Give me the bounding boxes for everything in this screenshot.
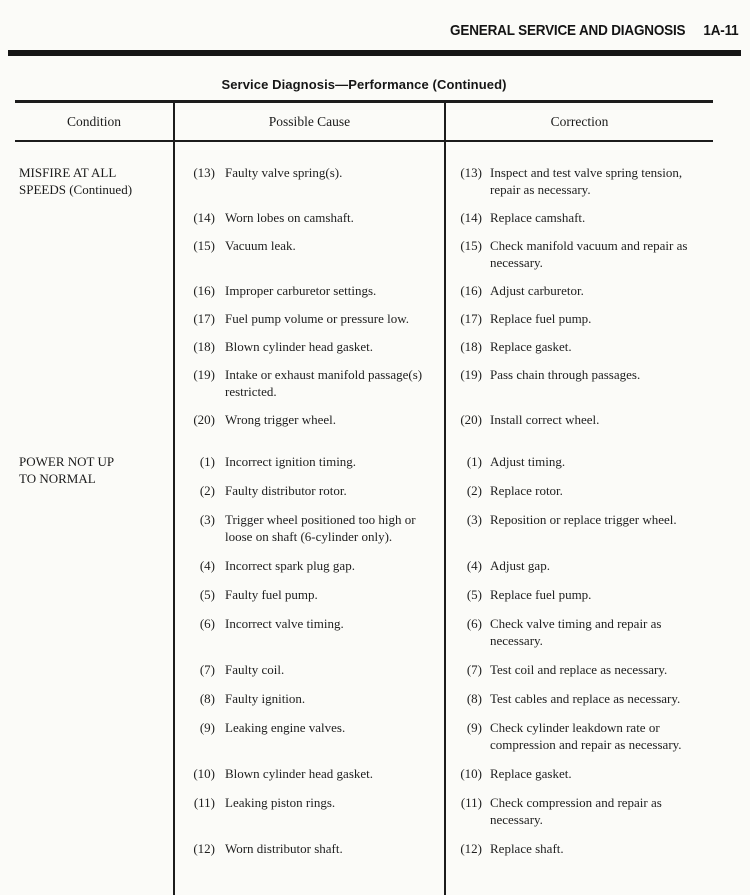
possible-cause-cell xyxy=(173,209,444,226)
correction-item-number: (4) xyxy=(466,558,482,573)
column-divider-2 xyxy=(444,142,446,895)
table-row xyxy=(173,615,713,649)
cause-text: Faulty valve spring(s). xyxy=(225,165,343,180)
correction-item-number: (10) xyxy=(460,766,482,781)
correction-cell xyxy=(444,511,713,545)
correction-cell xyxy=(444,366,713,400)
cause-item-number: (16) xyxy=(193,283,215,298)
correction-text: Check valve timing and repair as necessary. xyxy=(490,616,662,648)
table-row xyxy=(173,482,713,499)
possible-cause-cell xyxy=(173,511,444,545)
table-section xyxy=(15,439,713,869)
correction-text: Replace fuel pump. xyxy=(490,587,592,602)
table-row xyxy=(173,237,713,271)
condition-cell xyxy=(15,164,173,439)
cause-item-number: (8) xyxy=(199,691,215,706)
table-row xyxy=(173,511,713,545)
column-divider-1 xyxy=(173,142,175,895)
cause-text: Leaking engine valves. xyxy=(225,720,346,735)
cause-text: Faulty coil. xyxy=(225,662,285,677)
correction-cell xyxy=(444,453,713,470)
cause-item-number: (14) xyxy=(193,210,215,225)
cause-text: Faulty ignition. xyxy=(225,691,306,706)
correction-text: Replace gasket. xyxy=(490,339,572,354)
correction-item-number: (20) xyxy=(460,412,482,427)
correction-item-number: (12) xyxy=(460,841,482,856)
correction-item-number: (18) xyxy=(460,339,482,354)
correction-item-number: (3) xyxy=(466,512,482,527)
table-row xyxy=(173,453,713,470)
cause-text: Blown cylinder head gasket. xyxy=(225,766,374,781)
possible-cause-cell xyxy=(173,237,444,271)
table-title: Service Diagnosis—Performance (Continued) xyxy=(221,77,507,92)
running-header xyxy=(450,22,738,39)
correction-text: Install correct wheel. xyxy=(490,412,600,427)
cause-item-number: (15) xyxy=(193,238,215,253)
cause-item-number: (3) xyxy=(199,512,215,527)
correction-item-number: (15) xyxy=(460,238,482,253)
cause-item-number: (4) xyxy=(199,558,215,573)
correction-cell xyxy=(444,557,713,574)
table-row xyxy=(173,411,713,428)
possible-cause-cell xyxy=(173,282,444,299)
cause-text: Fuel pump volume or pressure low. xyxy=(225,311,410,326)
correction-cell xyxy=(444,765,713,782)
correction-cell xyxy=(444,840,713,857)
section-items xyxy=(173,164,713,439)
possible-cause-cell xyxy=(173,482,444,499)
correction-cell xyxy=(444,794,713,828)
cause-item-number: (18) xyxy=(193,339,215,354)
correction-item-number: (5) xyxy=(466,587,482,602)
correction-cell xyxy=(444,209,713,226)
table-row xyxy=(173,586,713,603)
cause-item-number: (11) xyxy=(193,795,215,810)
possible-cause-cell xyxy=(173,164,444,198)
correction-item-number: (9) xyxy=(466,720,482,735)
possible-cause-cell xyxy=(173,366,444,400)
correction-text: Test coil and replace as necessary. xyxy=(490,662,668,677)
correction-text: Replace shaft. xyxy=(490,841,564,856)
correction-cell xyxy=(444,586,713,603)
correction-cell xyxy=(444,310,713,327)
correction-text: Replace camshaft. xyxy=(490,210,586,225)
cause-item-number: (1) xyxy=(199,454,215,469)
table-row xyxy=(173,282,713,299)
condition-line: SPEEDS (Continued) xyxy=(19,182,133,197)
cause-text: Worn distributor shaft. xyxy=(225,841,343,856)
cause-item-number: (19) xyxy=(193,367,215,382)
diagnosis-table xyxy=(15,100,713,895)
correction-item-number: (1) xyxy=(466,454,482,469)
possible-cause-cell xyxy=(173,690,444,707)
cause-text: Wrong trigger wheel. xyxy=(225,412,337,427)
cause-item-number: (2) xyxy=(199,483,215,498)
possible-cause-cell xyxy=(173,586,444,603)
correction-text: Check manifold vacuum and repair as necessary. xyxy=(490,238,688,270)
table-row xyxy=(173,690,713,707)
correction-text: Pass chain through passages. xyxy=(490,367,641,382)
possible-cause-cell xyxy=(173,310,444,327)
cause-text: Intake or exhaust manifold passage(s) restricted. xyxy=(225,367,423,399)
correction-item-number: (7) xyxy=(466,662,482,677)
correction-cell xyxy=(444,719,713,753)
correction-item-number: (6) xyxy=(466,616,482,631)
cause-text: Faulty fuel pump. xyxy=(225,587,318,602)
column-header-correction: Correction xyxy=(444,103,713,140)
correction-cell xyxy=(444,338,713,355)
possible-cause-cell xyxy=(173,615,444,649)
correction-cell xyxy=(444,690,713,707)
cause-item-number: (7) xyxy=(199,662,215,677)
correction-item-number: (14) xyxy=(460,210,482,225)
possible-cause-cell xyxy=(173,719,444,753)
correction-text: Check compression and repair as necessary. xyxy=(490,795,662,827)
cause-text: Incorrect ignition timing. xyxy=(225,454,357,469)
cause-item-number: (5) xyxy=(199,587,215,602)
correction-text: Replace rotor. xyxy=(490,483,563,498)
cause-item-number: (10) xyxy=(193,766,215,781)
correction-item-number: (8) xyxy=(466,691,482,706)
cause-text: Incorrect valve timing. xyxy=(225,616,344,631)
correction-item-number: (17) xyxy=(460,311,482,326)
correction-text: Reposition or replace trigger wheel. xyxy=(490,512,677,527)
correction-cell xyxy=(444,482,713,499)
correction-text: Inspect and test valve spring tension, repair as necessary. xyxy=(490,165,683,197)
correction-text: Replace gasket. xyxy=(490,766,572,781)
possible-cause-cell xyxy=(173,557,444,574)
cause-item-number: (9) xyxy=(199,720,215,735)
correction-text: Adjust timing. xyxy=(490,454,566,469)
possible-cause-cell xyxy=(173,453,444,470)
correction-item-number: (19) xyxy=(460,367,482,382)
table-row xyxy=(173,338,713,355)
correction-item-number: (11) xyxy=(460,795,482,810)
correction-text: Test cables and replace as necessary. xyxy=(490,691,681,706)
cause-text: Vacuum leak. xyxy=(225,238,296,253)
cause-text: Improper carburetor settings. xyxy=(225,283,377,298)
column-header-possible-cause: Possible Cause xyxy=(173,103,444,140)
possible-cause-cell xyxy=(173,794,444,828)
cause-text: Worn lobes on camshaft. xyxy=(225,210,354,225)
possible-cause-cell xyxy=(173,840,444,857)
correction-cell xyxy=(444,411,713,428)
header-rule xyxy=(8,50,741,56)
possible-cause-cell xyxy=(173,338,444,355)
correction-item-number: (2) xyxy=(466,483,482,498)
cause-text: Incorrect spark plug gap. xyxy=(225,558,355,573)
table-row xyxy=(173,366,713,400)
cause-text: Faulty distributor rotor. xyxy=(225,483,347,498)
table-row xyxy=(173,209,713,226)
condition-line: POWER NOT UP xyxy=(19,454,115,469)
column-header-condition: Condition xyxy=(66,113,121,129)
cause-item-number: (6) xyxy=(199,616,215,631)
possible-cause-cell xyxy=(173,765,444,782)
cause-item-number: (17) xyxy=(193,311,215,326)
table-row xyxy=(173,765,713,782)
running-header-title: GENERAL SERVICE AND DIAGNOSIS xyxy=(449,22,685,39)
table-header-row xyxy=(15,100,713,142)
correction-text: Replace fuel pump. xyxy=(490,311,592,326)
table-body xyxy=(15,142,713,895)
correction-cell xyxy=(444,237,713,271)
cause-text: Trigger wheel positioned too high or loose on shaft (6-cylinder only). xyxy=(225,512,416,544)
page-number: 1A-11 xyxy=(702,22,738,39)
table-row xyxy=(173,840,713,857)
cause-item-number: (13) xyxy=(193,165,215,180)
cause-item-number: (20) xyxy=(193,412,215,427)
correction-cell xyxy=(444,615,713,649)
cause-item-number: (12) xyxy=(193,841,215,856)
table-row xyxy=(173,310,713,327)
correction-cell xyxy=(444,282,713,299)
correction-cell xyxy=(444,164,713,198)
cause-text: Blown cylinder head gasket. xyxy=(225,339,374,354)
table-row xyxy=(173,164,713,198)
table-row xyxy=(173,719,713,753)
table-row xyxy=(173,794,713,828)
table-section xyxy=(15,142,713,439)
possible-cause-cell xyxy=(173,411,444,428)
correction-item-number: (13) xyxy=(460,165,482,180)
table-row xyxy=(173,661,713,678)
section-items xyxy=(173,453,713,869)
possible-cause-cell xyxy=(173,661,444,678)
correction-text: Adjust carburetor. xyxy=(490,283,584,298)
condition-line: MISFIRE AT ALL xyxy=(19,165,117,180)
correction-cell xyxy=(444,661,713,678)
correction-text: Check cylinder leakdown rate or compression and repair as necessary. xyxy=(490,720,682,752)
condition-cell xyxy=(15,453,173,869)
correction-item-number: (16) xyxy=(460,283,482,298)
correction-text: Adjust gap. xyxy=(490,558,550,573)
table-row xyxy=(173,557,713,574)
cause-text: Leaking piston rings. xyxy=(225,795,336,810)
condition-line: TO NORMAL xyxy=(19,471,96,486)
